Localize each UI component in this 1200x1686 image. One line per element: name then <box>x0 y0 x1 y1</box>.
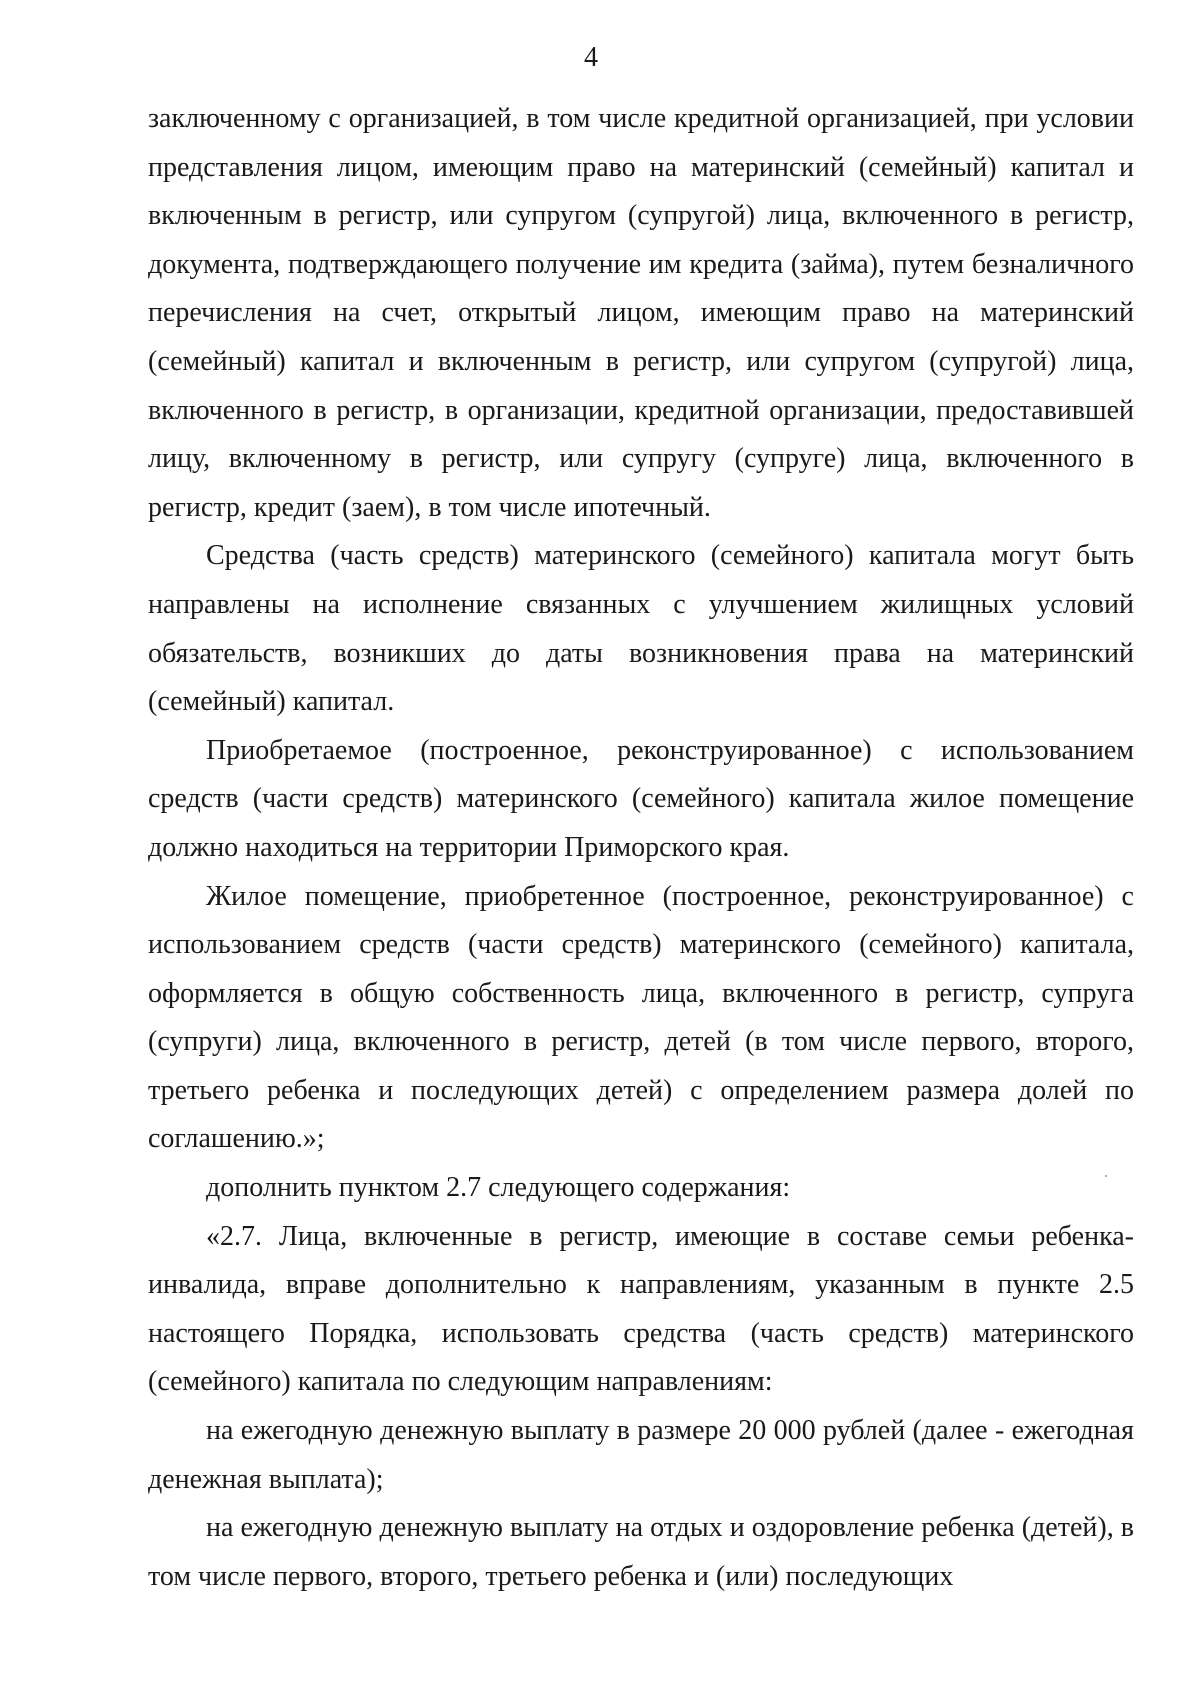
paragraph: на ежегодную денежную выплату в размере 20 000 рублей (далее - ежегодная денежная выплата); <box>148 1415 1134 1495</box>
paragraph-continuation: заключенному с организацией, в том числе кредитной организацией, при условии представления лицом, имеющим право на материнский (семейный) капитал и включенным в регистр, или супругом (супругой) лица, включенного в регистр, документа, подтверждающего получение им кредита (займа), путем безналичного перечисления на счет, открытый лицом, имеющим право на материнский (семейный) капитал и включенным в регистр, или супругом (супругой) лица, включенного в регистр, в организации, кредитной организации, предоставившей лицу, включенному в регистр, или супругу (супруге) лица, включенного в регистр, кредит (заем), в том числе ипотечный. <box>148 103 1134 523</box>
paragraph: дополнить пунктом 2.7 следующего содержания: <box>206 1172 791 1204</box>
paragraph: Жилое помещение, приобретенное (построенное, реконструированное) с использованием средств (части средств) материнского (семейного) капитала, оформляется в общую собственность лица, включенного в регистр, супруга (супруги) лица, включенного в регистр, детей (в том числе первого, второго, третьего ребенка и последующих детей) с определением размера долей по соглашению.»; <box>148 880 1134 1155</box>
page-number: 4 <box>584 42 598 73</box>
paragraph: на ежегодную денежную выплату на отдых и оздоровление ребенка (детей), в том числе первого, второго, третьего ребенка и (или) последующих <box>148 1512 1134 1592</box>
document-body <box>148 95 1134 1601</box>
paragraph: Средства (часть средств) материнского (семейного) капитала могут быть направлены на исполнение связанных с улучшением жилищных условий обязательств, возникших до даты возникновения права на материнский (семейный) капитал. <box>148 540 1134 718</box>
paragraph: «2.7. Лица, включенные в регистр, имеющие в составе семьи ребенка-инвалида, вправе дополнительно к направлениям, указанным в пункте 2.5 настоящего Порядка, использовать средства (часть средств) материнского (семейного) капитала по следующим направлениям: <box>148 1220 1134 1398</box>
paragraph: Приобретаемое (построенное, реконструированное) с использованием средств (части средств) материнского (семейного) капитала жилое помещение должно находиться на территории Приморского края. <box>148 734 1134 863</box>
scan-speck <box>1105 1175 1107 1177</box>
